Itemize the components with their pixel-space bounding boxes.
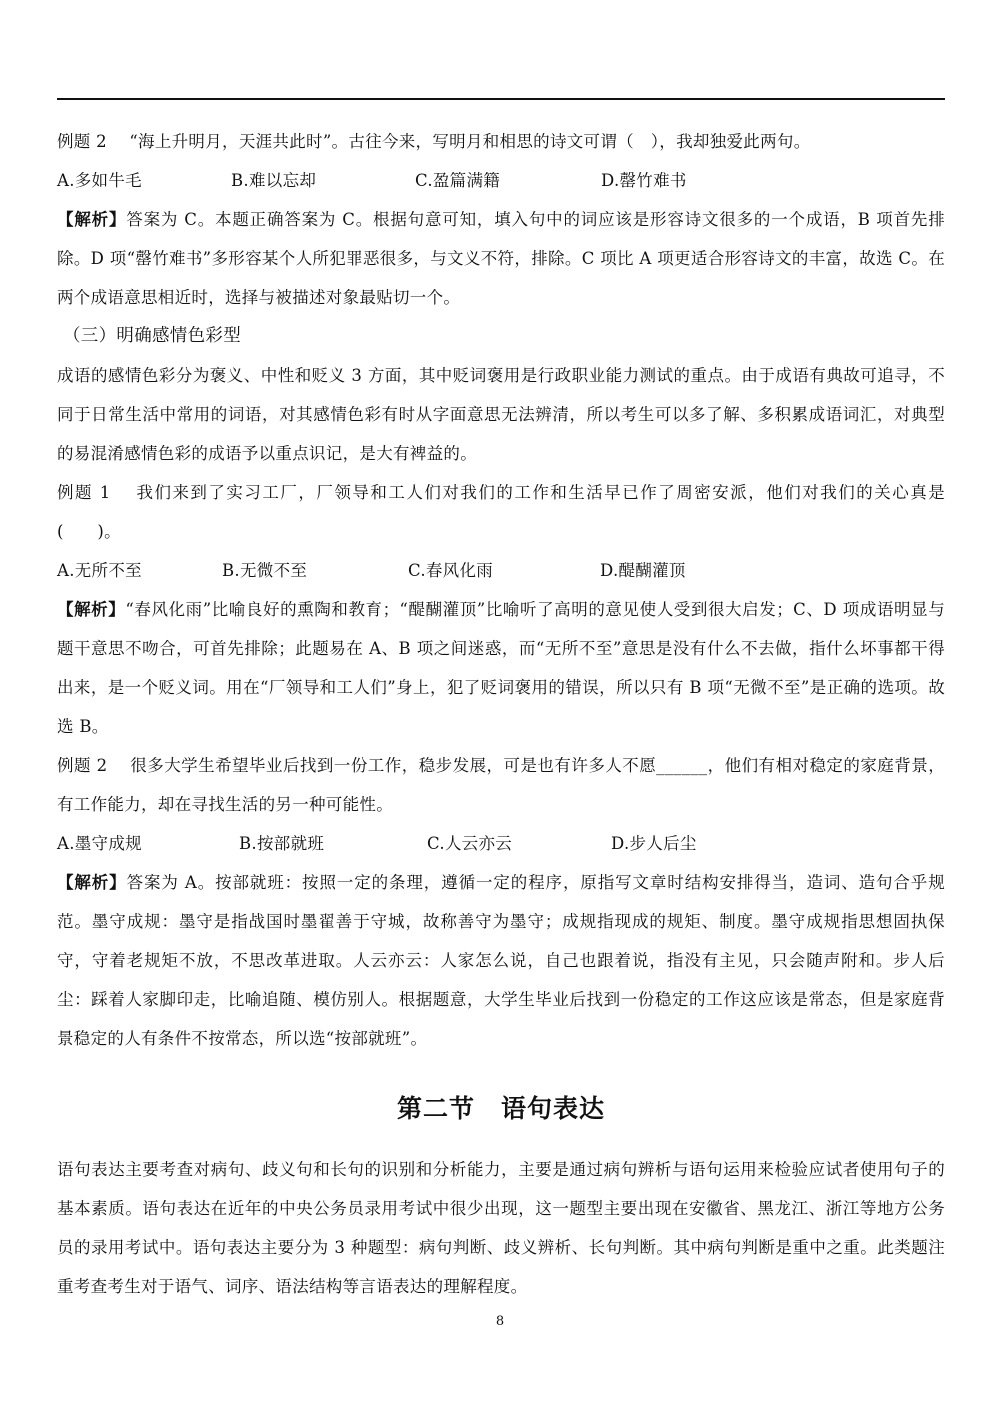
option-c: C.春风化雨: [408, 561, 494, 580]
header-rule: [57, 98, 945, 100]
option-d: D.罄竹难书: [601, 171, 687, 190]
analysis-tag: 【解析】: [57, 600, 126, 619]
option-list: [57, 824, 945, 863]
option-d: D.步人后尘: [611, 834, 697, 853]
option-list: [57, 161, 945, 200]
analysis-text: 答案为 A。按部就班：按照一定的条理，遵循一定的程序，原指写文章时结构安排得当，造词、造句合乎规范。墨守成规：墨守是指战国时墨翟善于守城，故称善守为墨守；成规指现成的规矩、制度。墨守成规指思想固执保守，守着老规矩不放，不思改革进取。人云亦云：人家怎么说，自己也跟着说，指没有主见，只会随声附和。步人后尘：踩着人家脚印走，比喻追随、模仿别人。根据题意，大学生毕业后找到一份稳定的工作这应该是常态，但是家庭背景稳定的人有条件不按常态，所以选“按部就班”。: [57, 873, 946, 1048]
section-intro: 语句表达主要考查对病句、歧义句和长句的识别和分析能力，主要是通过病句辨析与语句运用来检验应试者使用句子的基本素质。语句表达在近年的中央公务员录用考试中很少出现，这一题型主要出现在安徽省、黑龙江、浙江等地方公务员的录用考试中。语句表达主要分为 3 种题型：病句判断、歧义辨析、长句判断。其中病句判断是重中之重。此类题注重考查考生对于语气、词序、语法结构等言语表达的理解程度。: [57, 1160, 945, 1296]
option-b: B.按部就班: [239, 834, 325, 853]
example-question: 例题 2 “海上升明月，天涯共此时”。古往今来，写明月和相思的诗文可谓（ ），我却独爱此两句。: [57, 132, 811, 151]
analysis-paragraph: [57, 863, 945, 1058]
option-b: B.难以忘却: [231, 171, 317, 190]
option-c: C.人云亦云: [427, 834, 513, 853]
analysis-text: 答案为 C。本题正确答案为 C。根据句意可知，填入句中的词应该是形容诗文很多的一个成语，B 项首先排除。D 项“罄竹难书”多形容某个人所犯罪恶很多，与文义不符，排除。C 项比 A 项更适合形容诗文的丰富，故选 C。在两个成语意思相近时，选择与被描述对象最贴切一个。: [57, 210, 946, 307]
analysis-paragraph: [57, 590, 945, 746]
option-a: A.墨守成规: [57, 834, 142, 853]
example-question: 例题 2 很多大学生希望毕业后找到一份工作，稳步发展，可是也有许多人不愿______，他们有相对稳定的家庭背景，有工作能力，却在寻找生活的另一种可能性。: [57, 756, 945, 814]
analysis-tag: 【解析】: [57, 873, 127, 892]
page-content: [57, 122, 945, 1306]
section-title: 第二节 语句表达: [396, 1094, 605, 1123]
option-b: B.无微不至: [222, 561, 308, 580]
option-a: A.多如牛毛: [57, 171, 142, 190]
option-a: A.无所不至: [57, 561, 142, 580]
option-d: D.醍醐灌顶: [600, 561, 686, 580]
intro-paragraph: 成语的感情色彩分为褒义、中性和贬义 3 方面，其中贬词褒用是行政职业能力测试的重点。由于成语有典故可追寻，不同于日常生活中常用的词语，对其感情色彩有时从字面意思无法辨清，所以考生可以多了解、多积累成语词汇，对典型的易混淆感情色彩的成语予以重点识记，是大有裨益的。: [57, 366, 945, 463]
option-c: C.盈篇满籍: [415, 171, 501, 190]
analysis-tag: 【解析】: [57, 210, 127, 229]
analysis-text: “春风化雨”比喻良好的熏陶和教育；“醍醐灌顶”比喻听了高明的意见使人受到很大启发；C、D 项成语明显与题干意思不吻合，可首先排除；此题易在 A、B 项之间迷惑，而“无所不至”意思是没有什么不去做，指什么坏事都干得出来，是一个贬义词。用在“厂领导和工人们”身上，犯了贬词褒用的错误，所以只有 B 项“无微不至”是正确的选项。故选 B。: [57, 600, 946, 736]
analysis-paragraph: [57, 200, 945, 317]
page-number: 8: [495, 1314, 505, 1329]
example-question: 例题 1 我们来到了实习工厂，厂领导和工人们对我们的工作和生活早已作了周密安派，他们对我们的关心真是( )。: [57, 483, 945, 541]
sub-heading: （三）明确感情色彩型: [63, 326, 241, 346]
option-list: [57, 551, 945, 590]
